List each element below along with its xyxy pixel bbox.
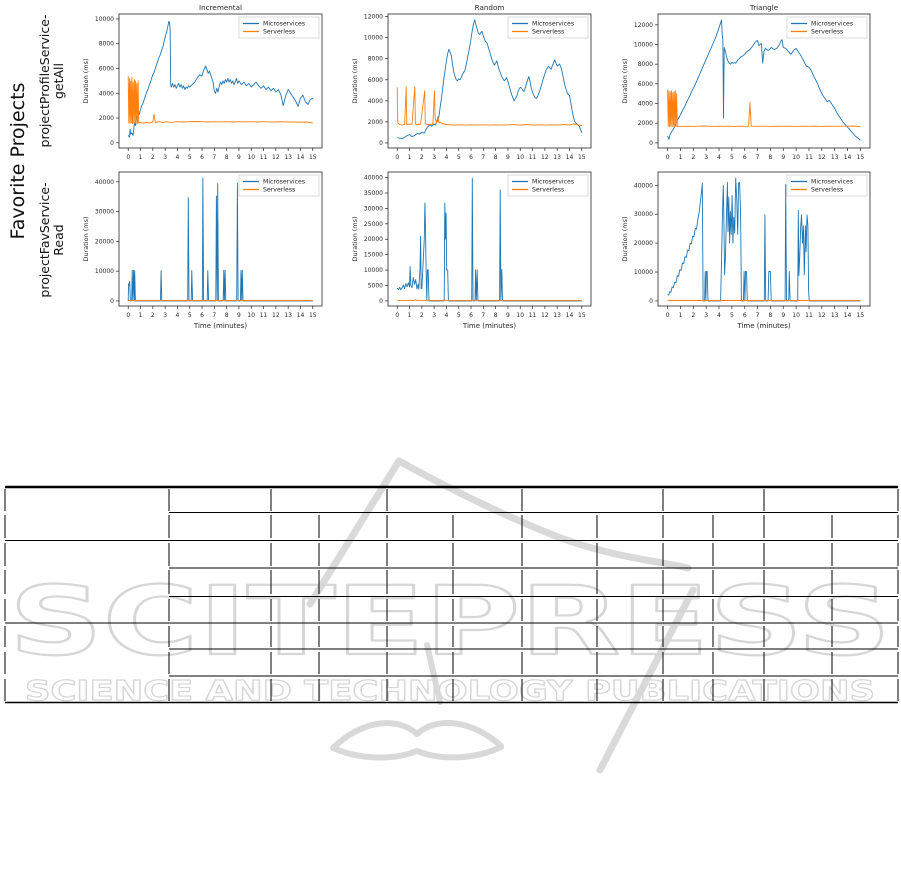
y-tick-label: 2000 xyxy=(637,120,653,128)
y-tick-label: 4000 xyxy=(637,100,653,108)
y-tick-label: 12000 xyxy=(633,21,653,29)
legend-label: Microservices xyxy=(263,20,306,28)
x-tick-label: 4 xyxy=(175,154,180,161)
y-tick-label: 8000 xyxy=(637,61,653,69)
x-tick-label: 15 xyxy=(577,312,586,319)
x-tick-label: 10 xyxy=(516,154,525,161)
x-tick-label: 5 xyxy=(187,154,192,161)
legend xyxy=(508,175,588,196)
chart-Triangle xyxy=(621,3,870,161)
legend xyxy=(787,175,867,196)
x-tick-label: 8 xyxy=(493,154,498,161)
x-tick-label: 4 xyxy=(444,154,449,161)
x-tick-label: 12 xyxy=(817,312,826,319)
x-tick-label: 15 xyxy=(308,312,317,319)
x-tick-label: 9 xyxy=(506,154,510,161)
x-tick-label: 13 xyxy=(830,312,839,319)
x-tick-label: 9 xyxy=(781,154,786,161)
microservices-line xyxy=(128,21,313,137)
y-axis-label: Duration (ms) xyxy=(351,216,359,262)
x-tick-label: 14 xyxy=(565,154,574,161)
x-tick-label: 7 xyxy=(755,312,760,319)
x-tick-label: 0 xyxy=(126,154,131,161)
x-tick-label: 13 xyxy=(830,154,839,161)
x-tick-label: 0 xyxy=(665,154,670,161)
benchmark-figure xyxy=(0,0,901,340)
x-tick-label: 1 xyxy=(138,154,143,161)
serverless-line xyxy=(668,90,861,127)
x-tick-label: 7 xyxy=(481,312,486,319)
x-tick-label: 6 xyxy=(742,312,747,319)
x-tick-label: 7 xyxy=(755,154,760,161)
row-label-line: projectProfileService- xyxy=(37,14,52,148)
x-tick-label: 15 xyxy=(577,154,586,161)
x-tick-label: 12 xyxy=(541,154,549,161)
x-tick-label: 11 xyxy=(259,312,268,319)
chart-projectFavService-Read xyxy=(621,172,870,330)
x-tick-label: 11 xyxy=(528,312,537,319)
x-tick-label: 7 xyxy=(212,312,217,319)
legend-label: Serverless xyxy=(263,186,296,194)
x-tick-label: 14 xyxy=(296,154,305,161)
y-tick-label: 20000 xyxy=(633,240,653,248)
y-tick-label: 20000 xyxy=(363,236,383,244)
x-tick-label: 3 xyxy=(163,154,168,161)
x-tick-label: 3 xyxy=(704,312,709,319)
x-tick-label: 12 xyxy=(272,312,280,319)
x-tick-label: 1 xyxy=(407,312,412,319)
legend xyxy=(787,17,867,38)
legend-label: Serverless xyxy=(263,28,296,36)
x-tick-label: 10 xyxy=(792,154,800,161)
x-tick-label: 3 xyxy=(432,312,437,319)
x-tick-label: 13 xyxy=(553,154,561,161)
x-tick-label: 10 xyxy=(516,312,525,319)
x-tick-label: 14 xyxy=(296,312,305,319)
x-tick-label: 8 xyxy=(224,154,229,161)
x-tick-label: 1 xyxy=(407,154,412,161)
x-tick-label: 14 xyxy=(565,312,574,319)
x-tick-label: 10 xyxy=(247,312,256,319)
y-tick-label: 40000 xyxy=(363,174,383,182)
legend-label: Serverless xyxy=(811,186,844,194)
x-tick-label: 5 xyxy=(729,154,734,161)
legend xyxy=(239,175,319,196)
y-tick-label: 10000 xyxy=(633,41,653,49)
y-tick-label: 6000 xyxy=(98,65,114,73)
legend-label: Serverless xyxy=(532,186,565,194)
x-tick-label: 4 xyxy=(444,312,449,319)
row-label-line: Read xyxy=(51,224,66,256)
x-tick-label: 5 xyxy=(187,312,192,319)
y-tick-label: 30000 xyxy=(363,205,383,213)
x-tick-label: 8 xyxy=(224,312,229,319)
figure-row-label-read xyxy=(37,155,67,325)
x-axis-label: Time (minutes) xyxy=(193,322,248,330)
y-tick-label: 0 xyxy=(649,139,653,147)
y-tick-label: 0 xyxy=(379,297,383,305)
watermark-wordmark: SCITEPRESS xyxy=(9,567,891,677)
y-tick-label: 30000 xyxy=(94,208,114,216)
x-tick-label: 1 xyxy=(138,312,143,319)
microservices-line xyxy=(668,178,861,301)
x-tick-label: 11 xyxy=(805,154,813,161)
x-tick-label: 2 xyxy=(150,154,155,161)
y-tick-label: 6000 xyxy=(637,80,653,88)
legend xyxy=(239,17,319,38)
y-tick-label: 10000 xyxy=(363,34,383,42)
x-tick-label: 6 xyxy=(742,154,747,161)
x-tick-label: 2 xyxy=(419,154,424,161)
watermark-book-bottom xyxy=(333,747,501,757)
serverless-line xyxy=(397,87,582,126)
y-axis-label: Duration (ms) xyxy=(621,58,629,104)
figure-row-label-getall xyxy=(37,0,67,166)
x-axis-label: Time (minutes) xyxy=(462,322,517,330)
x-tick-label: 10 xyxy=(792,312,800,319)
y-tick-label: 0 xyxy=(110,297,114,305)
x-tick-label: 2 xyxy=(419,312,424,319)
y-tick-label: 5000 xyxy=(367,282,383,290)
legend-label: Microservices xyxy=(811,178,854,186)
x-tick-label: 3 xyxy=(163,312,168,319)
x-axis-label: Time (minutes) xyxy=(737,322,791,330)
x-tick-label: 0 xyxy=(395,154,400,161)
x-tick-label: 2 xyxy=(691,312,696,319)
watermark-tagline: SCIENCE AND TECHNOLOGY PUBLICATIONS xyxy=(25,674,875,707)
x-tick-label: 11 xyxy=(259,154,268,161)
x-tick-label: 7 xyxy=(481,154,486,161)
scitepress-watermark xyxy=(9,461,891,770)
x-tick-label: 15 xyxy=(308,154,317,161)
x-tick-label: 0 xyxy=(395,312,400,319)
x-tick-label: 15 xyxy=(856,154,865,161)
x-tick-label: 8 xyxy=(768,154,773,161)
row-label-line: projectFavService- xyxy=(37,182,52,298)
x-tick-label: 8 xyxy=(768,312,773,319)
x-tick-label: 3 xyxy=(432,154,437,161)
x-tick-label: 14 xyxy=(843,312,852,319)
chart-Random xyxy=(351,3,591,161)
y-tick-label: 10000 xyxy=(94,15,114,23)
x-tick-label: 0 xyxy=(126,312,131,319)
chart-projectFavService-Read xyxy=(351,172,591,330)
x-tick-label: 12 xyxy=(817,154,826,161)
x-tick-label: 2 xyxy=(150,312,155,319)
y-tick-label: 35000 xyxy=(363,189,383,197)
y-axis-label: Duration (ms) xyxy=(351,58,359,104)
y-tick-label: 40000 xyxy=(94,178,114,186)
y-axis-label: Duration (ms) xyxy=(621,216,629,262)
chart-title: Triangle xyxy=(749,3,779,12)
legend-label: Serverless xyxy=(811,28,844,36)
x-tick-label: 9 xyxy=(781,312,786,319)
y-tick-label: 25000 xyxy=(363,220,383,228)
x-tick-label: 15 xyxy=(856,312,865,319)
legend xyxy=(508,17,588,38)
microservices-line xyxy=(397,178,582,301)
y-tick-label: 10000 xyxy=(94,268,114,276)
y-tick-label: 4000 xyxy=(367,97,383,105)
watermark-flame-right xyxy=(399,461,688,568)
y-tick-label: 8000 xyxy=(367,55,383,63)
x-tick-label: 6 xyxy=(200,154,204,161)
figure-group-label: Favorite Projects xyxy=(7,82,29,240)
y-tick-label: 10000 xyxy=(633,269,653,277)
x-tick-label: 10 xyxy=(247,154,256,161)
y-tick-label: 12000 xyxy=(363,13,383,21)
y-tick-label: 0 xyxy=(379,139,383,147)
x-tick-label: 5 xyxy=(729,312,734,319)
watermark-book-top xyxy=(333,723,501,748)
x-tick-label: 5 xyxy=(456,154,461,161)
y-axis-label: Duration (ms) xyxy=(82,216,90,262)
x-tick-label: 12 xyxy=(541,312,549,319)
row-label-line: getAll xyxy=(51,62,66,100)
x-tick-label: 1 xyxy=(678,154,683,161)
x-tick-label: 2 xyxy=(691,154,696,161)
serverless-line xyxy=(397,300,582,301)
y-tick-label: 10000 xyxy=(363,267,383,275)
y-tick-label: 30000 xyxy=(633,211,653,219)
x-tick-label: 9 xyxy=(237,154,241,161)
x-tick-label: 11 xyxy=(528,154,537,161)
x-tick-label: 6 xyxy=(469,154,473,161)
x-tick-label: 7 xyxy=(212,154,217,161)
y-axis-label: Duration (ms) xyxy=(82,58,90,104)
x-tick-label: 12 xyxy=(272,154,280,161)
x-tick-label: 4 xyxy=(175,312,180,319)
x-tick-label: 6 xyxy=(469,312,473,319)
x-tick-label: 13 xyxy=(284,312,292,319)
x-tick-label: 13 xyxy=(284,154,292,161)
y-tick-label: 6000 xyxy=(367,76,383,84)
x-tick-label: 3 xyxy=(704,154,709,161)
y-tick-label: 4000 xyxy=(98,90,114,98)
chart-title: Incremental xyxy=(198,3,243,12)
y-tick-label: 15000 xyxy=(363,251,383,259)
x-tick-label: 14 xyxy=(843,154,852,161)
chart-Incremental xyxy=(82,3,322,161)
y-tick-label: 20000 xyxy=(94,238,114,246)
legend-label: Microservices xyxy=(263,178,306,186)
legend-label: Serverless xyxy=(532,28,565,36)
x-tick-label: 9 xyxy=(237,312,241,319)
microservices-line xyxy=(128,178,313,301)
legend-label: Microservices xyxy=(532,178,575,186)
x-tick-label: 11 xyxy=(805,312,813,319)
y-tick-label: 2000 xyxy=(98,115,114,123)
y-tick-label: 8000 xyxy=(98,40,114,48)
x-tick-label: 6 xyxy=(200,312,204,319)
x-tick-label: 5 xyxy=(456,312,461,319)
x-tick-label: 1 xyxy=(678,312,683,319)
legend-label: Microservices xyxy=(811,20,854,28)
y-tick-label: 2000 xyxy=(367,118,383,126)
chart-projectFavService-Read xyxy=(82,172,322,330)
x-tick-label: 4 xyxy=(717,312,721,319)
x-tick-label: 13 xyxy=(553,312,561,319)
y-tick-label: 0 xyxy=(649,297,653,305)
y-tick-label: 40000 xyxy=(633,182,653,190)
legend-label: Microservices xyxy=(532,20,575,28)
x-tick-label: 0 xyxy=(665,312,670,319)
x-tick-label: 9 xyxy=(506,312,510,319)
x-tick-label: 8 xyxy=(493,312,498,319)
chart-title: Random xyxy=(474,3,505,12)
y-tick-label: 0 xyxy=(110,139,114,147)
x-tick-label: 4 xyxy=(717,154,721,161)
